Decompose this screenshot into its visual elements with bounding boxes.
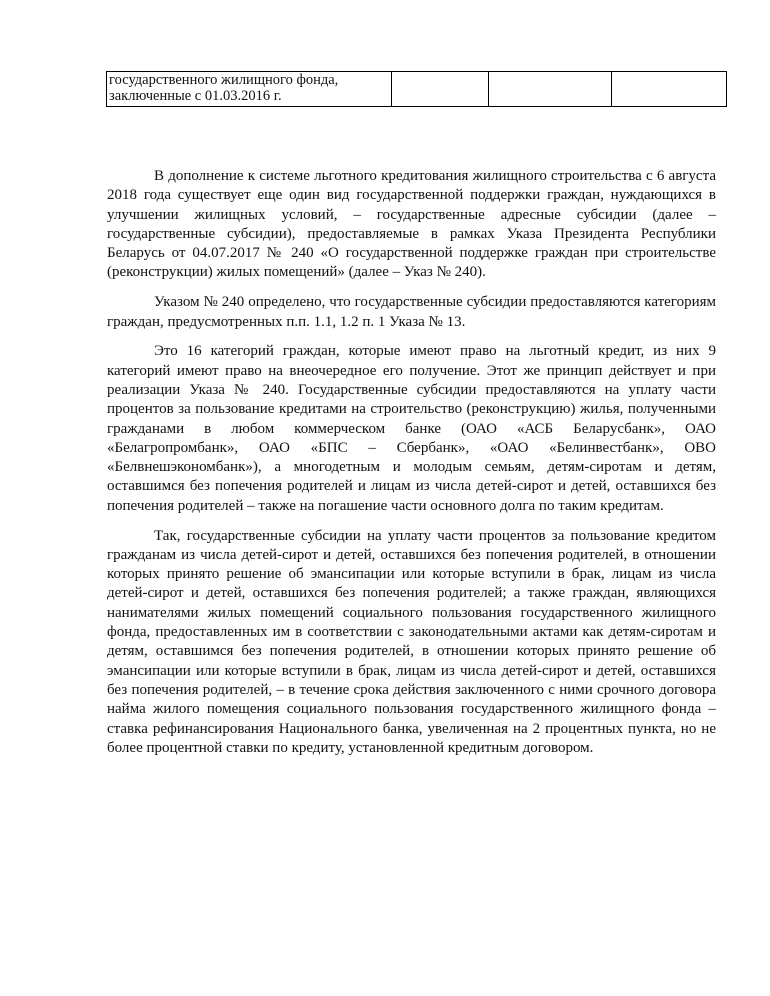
paragraph: Это 16 категорий граждан, которые имеют право на льготный кредит, из них 9 категорий имеют право на внеочередное его получение. Этот же принцип действует и при реализации Указа № 240. Государственные субсидии предоставляются на уплату части процентов за пользование кредитами на строительство (реконструкцию) жилья, полученными гражданами в любом коммерческом банке (ОАО «АСБ Беларусбанк», ОАО «Белагропромбанк», ОАО «БПС – Сбербанк», «ОАО «Белинвестбанк», ОВО «Белвнешэкономбанк»), а многодетным и молодым семьям, детям-сиротам и детям, оставшимся без попечения родителей и лицам из числа детей-сирот и детей, оставшихся без попечения родителей – также на погашение части основного долга по таким кредитам.	[107, 343, 716, 514]
table-fragment	[106, 71, 727, 107]
table-cell-empty	[612, 72, 727, 107]
table-cell-empty	[489, 72, 612, 107]
paragraph: В дополнение к системе льготного кредитования жилищного строительства с 6 августа 2018 года существует еще один вид государственной поддержки граждан, нуждающихся в улучшении жилищных условий, – государственные адресные субсидии (далее – государственные субсидии), предоставляемые в рамках Указа Президента Республики Беларусь от 04.07.2017 № 240 «О государственной поддержке граждан при строительстве (реконструкции) жилых помещений» (далее – Указ № 240).	[107, 168, 716, 281]
cell-text-line: заключенные с 01.03.2016 г.	[109, 88, 282, 104]
table-row	[107, 72, 727, 107]
table-cell-empty	[392, 72, 489, 107]
paragraph: Указом № 240 определено, что государственные субсидии предоставляются категориям граждан, предусмотренных п.п. 1.1, 1.2 п. 1 Указа № 13.	[107, 294, 716, 330]
body-text	[107, 167, 716, 769]
paragraph: Так, государственные субсидии на уплату части процентов за пользование кредитом гражданам из числа детей-сирот и детей, оставшихся без попечения родителей, в отношении которых принято решение об эмансипации или которые вступили в брак, лицам из числа детей-сирот и детей, оставшихся без попечения родителей; а также граждан, являющихся нанимателями жилых помещений социального пользования государственного жилищного фонда, предоставленных им в соответствии с законодательными актами как детям-сиротам и детям, оставшимся без попечения родителей, в отношении которых принято решение об эмансипации или которые вступили в брак, лицам из числа детей-сирот и детей, оставшихся без попечения родителей, – в течение срока действия заключенного с ними срочного договора найма жилого помещения социального пользования государственного жилищного фонда – ставка рефинансирования Национального банка, увеличенная на 2 процентных пункта, но не более процентной ставки по кредиту, установленной кредитным договором.	[107, 527, 716, 756]
table-cell-description	[107, 72, 392, 107]
cell-text-line: государственного жилищного фонда,	[109, 72, 339, 88]
